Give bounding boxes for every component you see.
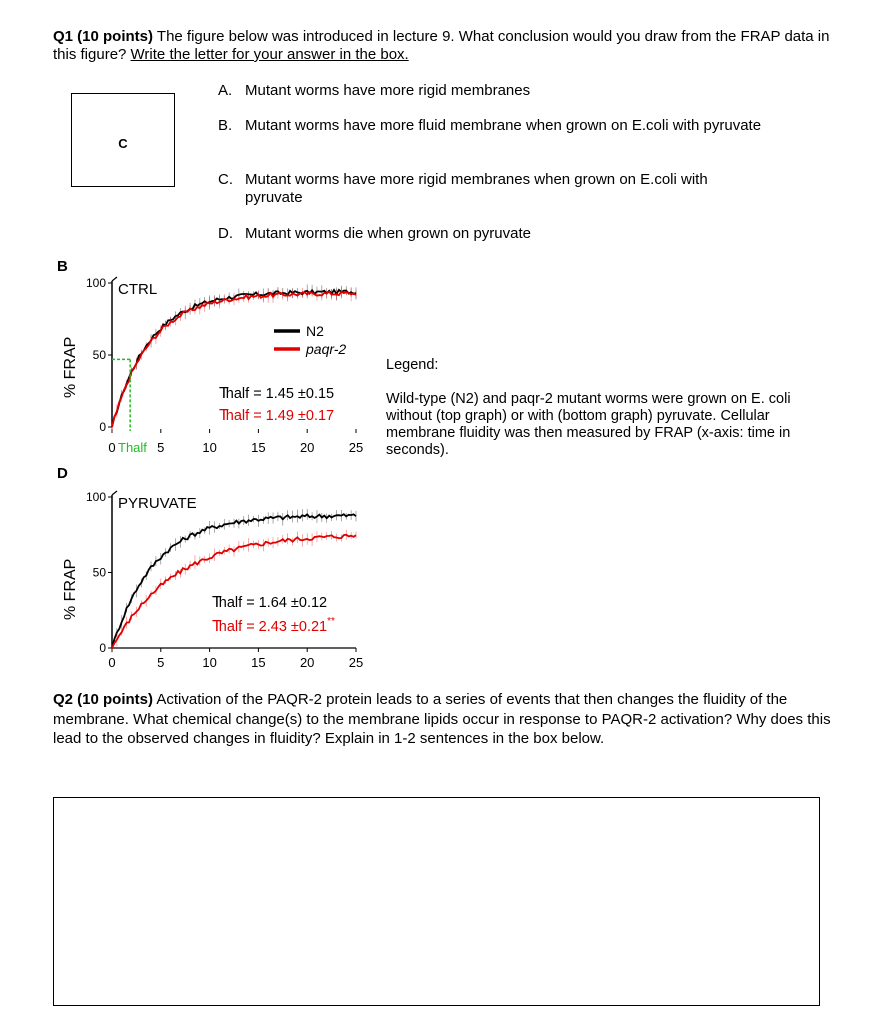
legend-label: paqr-2 <box>306 341 347 357</box>
thalf-marker-label: Thalf <box>118 440 147 455</box>
x-tick-label: 25 <box>348 655 364 670</box>
y-tick-label: 0 <box>99 420 106 434</box>
x-tick-label: 10 <box>202 440 217 455</box>
panel-d-letter: D <box>57 465 68 482</box>
x-tick-label: 20 <box>299 655 315 670</box>
x-tick-label: 15 <box>251 440 266 455</box>
legend-title: Legend: <box>386 357 439 373</box>
figure-legend <box>386 357 836 459</box>
series-line-N2 <box>112 290 356 427</box>
thalf-annotation: Thalf = 2.43 ±0.21** <box>212 616 335 635</box>
series-line-paqr-2 <box>112 292 356 427</box>
q2-label: Q2 (10 points) <box>53 691 154 708</box>
q1-instruction: Write the letter for your answer in the box. <box>130 46 409 63</box>
y-axis-cap <box>112 277 117 281</box>
question-2 <box>53 690 833 749</box>
x-tick-label: 0 <box>108 440 116 455</box>
legend-text: Wild-type (N2) and paqr-2 mutant worms were grown on E. coli without (top graph) or with (bottom graph) pyruvate. Cellular membrane fluidity was then measured by FRAP (x-axis: time in seconds). <box>386 391 791 458</box>
panel-b-letter: B <box>57 258 68 275</box>
option-letter: A. <box>218 82 233 99</box>
answer-value: C <box>118 136 128 151</box>
x-tick-label: 10 <box>202 655 217 670</box>
option-text: Mutant worms have more rigid membranes <box>245 82 531 99</box>
thalf-annotation: Thalf = 1.64 ±0.12 <box>212 594 328 611</box>
y-tick-label: 50 <box>92 348 106 362</box>
q2-answer-box[interactable] <box>53 797 820 1006</box>
x-tick-label: 5 <box>157 440 165 455</box>
chart-title: CTRL <box>118 281 158 298</box>
y-tick-label: 100 <box>85 276 106 290</box>
x-tick-label: 5 <box>157 655 165 670</box>
thalf-annotation: Thalf = 1.45 ±0.15 <box>219 385 335 402</box>
chart-title: PYRUVATE <box>118 495 197 512</box>
x-tick-label: 20 <box>299 440 315 455</box>
y-tick-label: 0 <box>99 641 106 655</box>
y-axis-label: % FRAP <box>62 558 79 620</box>
x-tick-label: 0 <box>108 655 116 670</box>
q1-label: Q1 (10 points) <box>53 28 154 45</box>
option-text: Mutant worms have more fluid membrane when grown on E.coli with pyruvate <box>245 117 762 134</box>
y-tick-label: 50 <box>92 565 106 580</box>
option-text: Mutant worms have more rigid membranes when grown on E.coli with pyruvate <box>245 171 708 206</box>
q2-text: Activation of the PAQR-2 protein leads to a series of events that then changes the fluidity of the membrane. What chemical change(s) to the membrane lipids occur in response to PAQR-2 activation? Why does this lead to the observed changes in fluidity? Explain in 1-2 sentences in the box below. <box>53 691 831 747</box>
panel-d <box>57 465 363 670</box>
y-axis-label: % FRAP <box>62 336 79 398</box>
chart-ctrl <box>86 276 363 455</box>
q1-text: The figure below was introduced in lecture 9. What conclusion would you draw from the FRAP data in this figure? <box>53 28 830 63</box>
panel-b <box>57 258 363 455</box>
option-letter: D. <box>218 225 233 242</box>
option-text: Mutant worms die when grown on pyruvate <box>245 225 531 242</box>
option-letter: B. <box>218 117 233 134</box>
x-tick-label: 25 <box>348 440 364 455</box>
y-axis-cap <box>112 491 117 495</box>
legend-label: N2 <box>306 323 324 339</box>
chart-pyruvate <box>86 490 363 670</box>
x-tick-label: 15 <box>251 655 266 670</box>
thalf-annotation: Thalf = 1.49 ±0.17 <box>219 407 335 424</box>
option-letter: C. <box>218 171 233 188</box>
y-tick-label: 100 <box>85 490 106 504</box>
